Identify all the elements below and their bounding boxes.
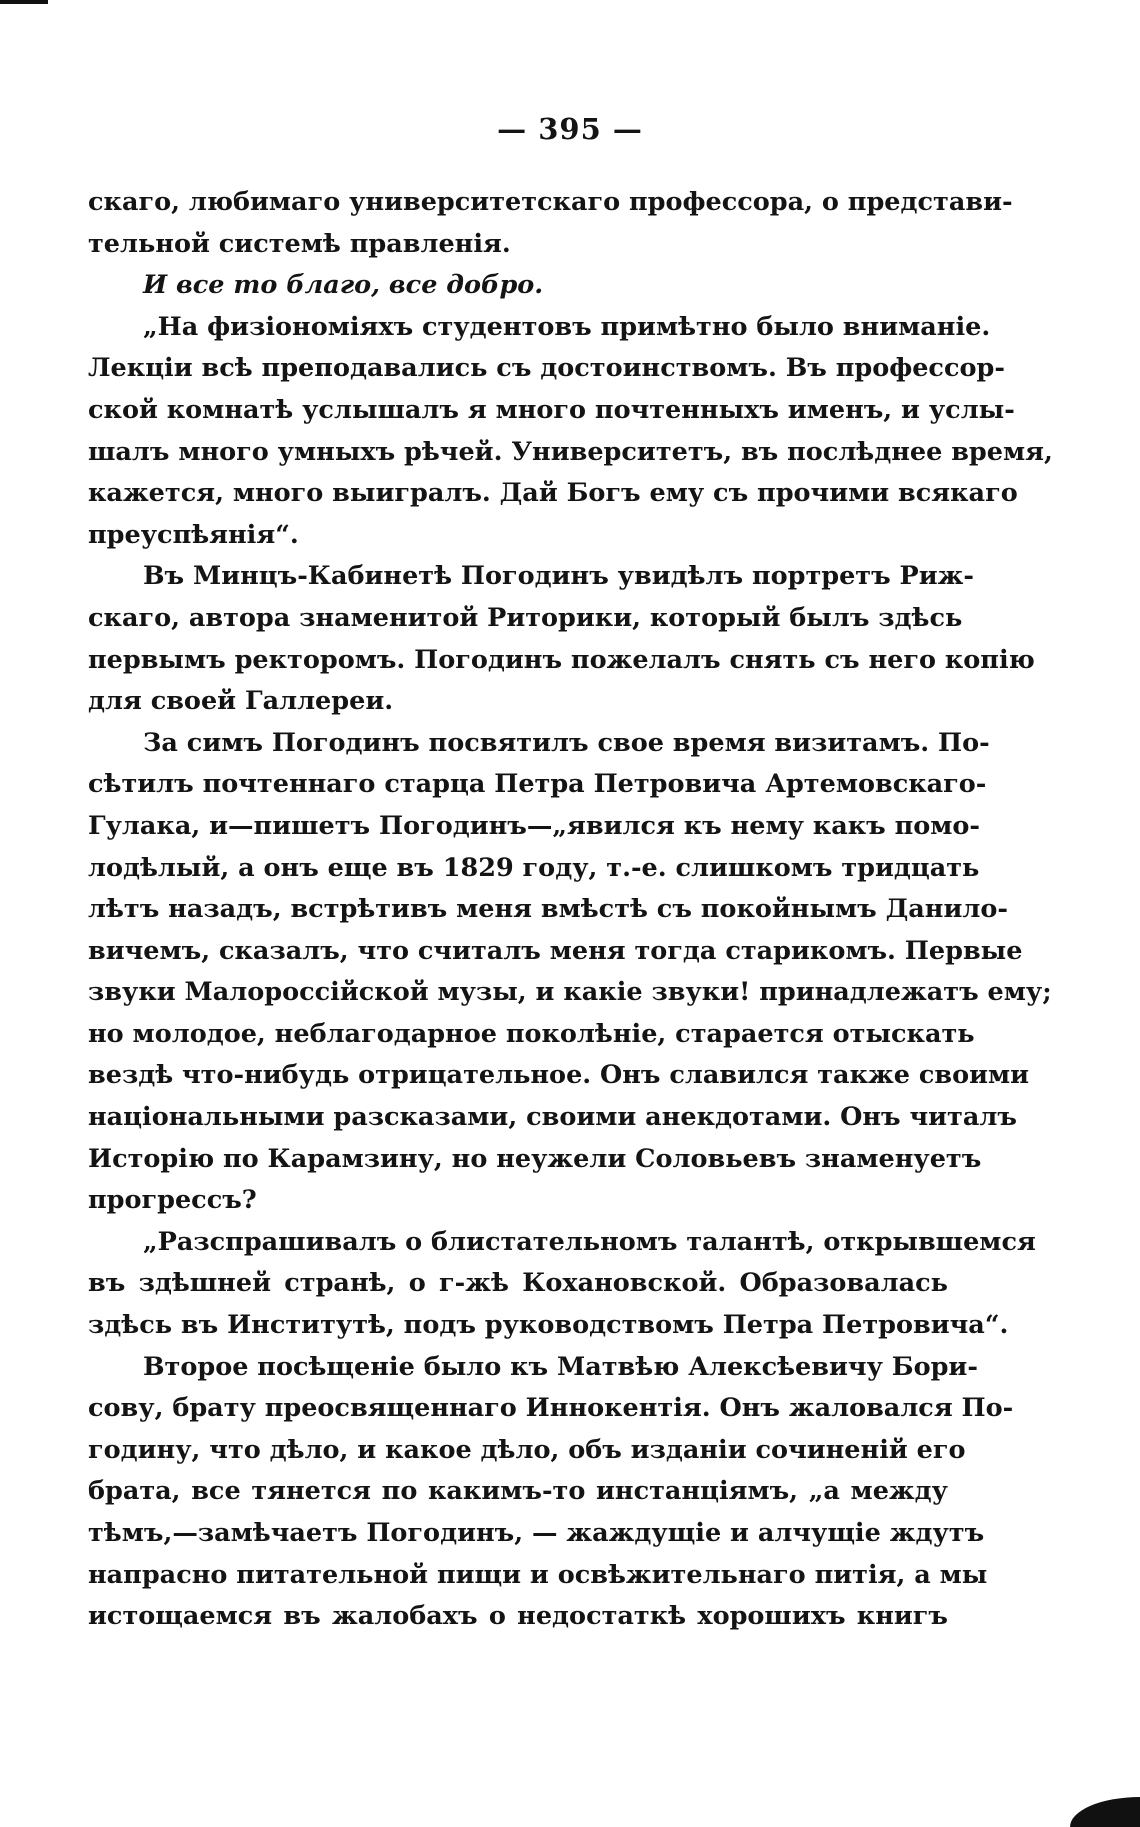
text-line: брата, все тянется по какимъ-то инстанціямъ, „а между	[88, 1476, 948, 1507]
epigraph-line: И все то благо, все добро.	[143, 270, 544, 301]
text-line: Исторію по Карамзину, но неужели Соловьевъ знаменуетъ	[88, 1143, 982, 1174]
text-line: ской комнатѣ услышалъ я много почтенныхъ именъ, и услы-	[88, 394, 1015, 425]
body-text	[88, 182, 1053, 1638]
text-line: лѣтъ назадъ, встрѣтивъ меня вмѣстѣ съ покойнымъ Данило-	[88, 894, 1008, 925]
text-line: истощаемся въ жалобахъ о недостаткѣ хорошихъ книгъ	[88, 1601, 948, 1632]
text-line: прогрессъ?	[88, 1185, 257, 1216]
text-line: сову, брату преосвященнаго Иннокентія. Онъ жаловался По-	[88, 1393, 1014, 1424]
text-line: скаго, любимаго университетскаго профессора, о представи-	[88, 187, 1013, 217]
text-line: тельной системѣ правленія.	[88, 228, 511, 259]
text-line: національными разсказами, своими анекдотами. Онъ читалъ	[88, 1102, 1017, 1133]
text-line: Въ Минцъ-Кабинетѣ Погодинъ увидѣлъ портретъ Риж-	[143, 561, 974, 592]
scan-edge-mark	[0, 0, 48, 4]
text-line: лодѣлый, а онъ еще въ 1829 году, т.-е. слишкомъ тридцать	[88, 852, 980, 883]
text-line: звуки Малороссійской музы, и какіе звуки! принадлежатъ ему;	[88, 977, 1052, 1008]
text-line: напрасно питательной пищи и освѣжительнаго питія, а мы	[88, 1559, 988, 1590]
text-line: здѣсь въ Институтѣ, подъ руководствомъ Петра Петровича“.	[88, 1310, 1009, 1341]
text-line: годину, что дѣло, и какое дѣло, объ изданіи сочиненій его	[88, 1434, 966, 1465]
text-line: сѣтилъ почтеннаго старца Петра Петровича Артемовскаго-	[88, 769, 987, 800]
text-line: „Разспрашивалъ о блистательномъ талантѣ, открывшемся	[143, 1226, 1036, 1257]
text-line: вездѣ что-нибудь отрицательное. Онъ славился также своими	[88, 1060, 1030, 1091]
text-line: но молодое, неблагодарное поколѣніе, старается отыскать	[88, 1018, 975, 1049]
text-line: тѣмъ,—замѣчаетъ Погодинъ, — жаждущіе и алчущіе ждутъ	[88, 1518, 985, 1548]
text-line: преуспѣянія“.	[88, 519, 299, 550]
text-line: кажется, много выигралъ. Дай Богъ ему съ прочими всякаго	[88, 478, 1018, 509]
text-line: для своей Галлереи.	[88, 686, 394, 717]
text-line: первымъ ректоромъ. Погодинъ пожелалъ снять съ него копію	[88, 644, 1035, 675]
text-line: Второе посѣщеніе было къ Матвѣю Алексѣевичу Бори-	[143, 1351, 978, 1382]
text-line: „На физіономіяхъ студентовъ примѣтно было вниманіе.	[143, 311, 991, 342]
text-line: Лекціи всѣ преподавались съ достоинствомъ. Въ профессор-	[88, 353, 1005, 384]
text-line: въ здѣшней странѣ, о г-жѣ Кохановской. Образовалась	[88, 1268, 948, 1299]
scan-edge-mark	[1070, 1797, 1140, 1827]
page-number: — 395 —	[497, 112, 643, 146]
text-line: скаго, автора знаменитой Риторики, который былъ здѣсь	[88, 602, 963, 633]
text-line: вичемъ, сказалъ, что считалъ меня тогда старикомъ. Первые	[88, 935, 1023, 966]
text-line: Гулака, и—пишетъ Погодинъ—„явился къ нему какъ помо-	[88, 810, 981, 841]
text-line: шалъ много умныхъ рѣчей. Университетъ, въ послѣднее время,	[88, 436, 1053, 467]
text-line: За симъ Погодинъ посвятилъ свое время визитамъ. По-	[143, 727, 990, 758]
